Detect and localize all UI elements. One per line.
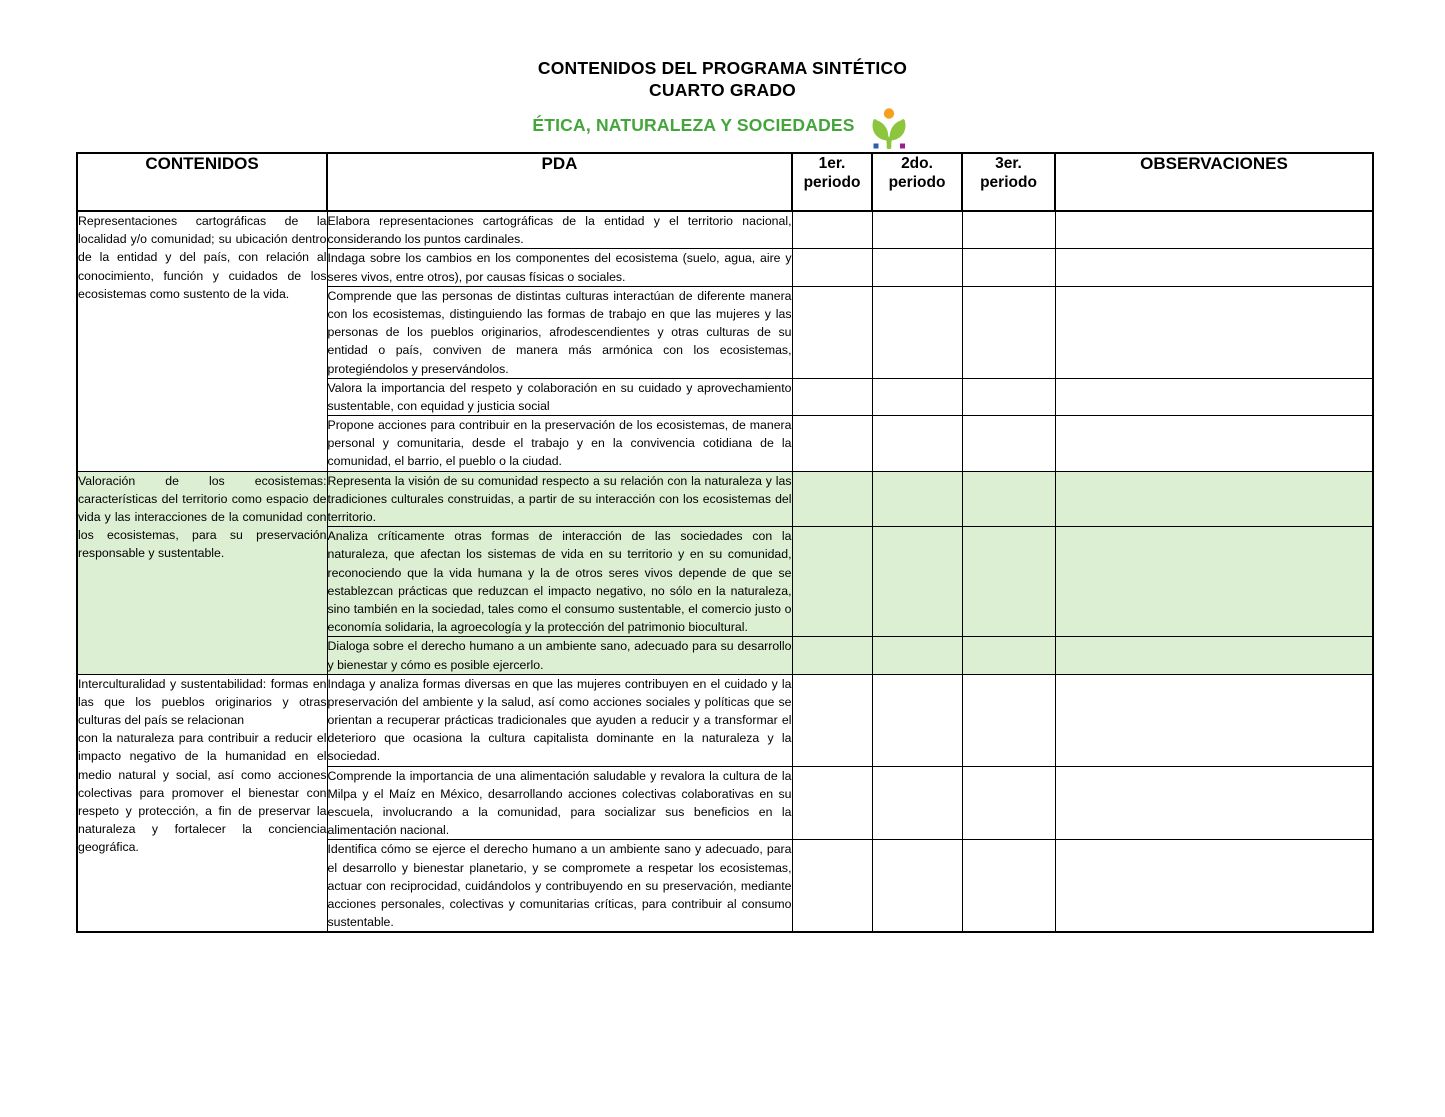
period-cell-periodo-2[interactable] — [872, 286, 962, 378]
observaciones-cell[interactable] — [1055, 840, 1373, 932]
period-cell-periodo-3[interactable] — [962, 471, 1055, 527]
contenido-cell: Interculturalidad y sustentabilidad: formas en las que los pueblos originarios y otras culturas del país se relacionan con la naturaleza para contribuir a reducir el impacto negativo de la humanidad en el medio natural y social, así como acciones colectivas para promover el bienestar con respeto y protección, a fin de preservar la naturaleza y fortalecer la conciencia geográfica. — [77, 674, 327, 932]
table-header-row — [77, 153, 1373, 211]
period-cell-periodo-3[interactable] — [962, 378, 1055, 415]
period-cell-periodo-3[interactable] — [962, 840, 1055, 932]
plant-person-logo-icon — [865, 104, 913, 148]
contenido-cell: Representaciones cartográficas de la localidad y/o comunidad; su ubicación dentro de la entidad y del país, con relación al conocimiento, función y cuidados de los ecosistemas como sustento de la vida. — [77, 211, 327, 471]
period-cell-periodo-1[interactable] — [792, 378, 872, 415]
column-header-periodo-3-bottom: periodo — [980, 174, 1037, 192]
period-cell-periodo-1[interactable] — [792, 211, 872, 249]
period-cell-periodo-2[interactable] — [872, 249, 962, 286]
pda-cell: Propone acciones para contribuir en la preservación de los ecosistemas, de manera personal y comunitaria, desde el trabajo y en la convivencia cotidiana de la comunidad, el barrio, el pueblo o la ciudad. — [327, 416, 792, 472]
period-cell-periodo-1[interactable] — [792, 637, 872, 674]
period-cell-periodo-2[interactable] — [872, 674, 962, 766]
period-cell-periodo-3[interactable] — [962, 674, 1055, 766]
page-title-line-1: CONTENIDOS DEL PROGRAMA SINTÉTICO — [537, 58, 908, 78]
observaciones-cell[interactable] — [1055, 416, 1373, 472]
column-header-periodo-3-top: 3er. — [995, 155, 1022, 172]
contenido-cell: Valoración de los ecosistemas: características del territorio como espacio de vida y las interacciones de la comunidad con los ecosistemas, para su preservación responsable y sustentable. — [77, 471, 327, 674]
period-cell-periodo-2[interactable] — [872, 637, 962, 674]
column-header-periodo-1-top: 1er. — [818, 155, 846, 172]
column-header-periodo-1 — [792, 153, 872, 211]
column-header-contenidos: CONTENIDOS — [77, 153, 327, 211]
column-header-observaciones: OBSERVACIONES — [1055, 153, 1373, 211]
observaciones-cell[interactable] — [1055, 378, 1373, 415]
period-cell-periodo-3[interactable] — [962, 416, 1055, 472]
pda-cell: Dialoga sobre el derecho humano a un ambiente sano, adecuado para su desarrollo y bienestar y cómo es posible ejercerlo. — [327, 637, 792, 674]
page-subtitle-subject: ÉTICA, NATURALEZA Y SOCIEDADES — [532, 114, 855, 135]
period-cell-periodo-1[interactable] — [792, 674, 872, 766]
observaciones-cell[interactable] — [1055, 527, 1373, 637]
page-title-line-2: CUARTO GRADO — [649, 79, 796, 100]
period-cell-periodo-1[interactable] — [792, 527, 872, 637]
contents-table — [76, 152, 1374, 933]
column-header-periodo-2 — [872, 153, 962, 211]
period-cell-periodo-3[interactable] — [962, 249, 1055, 286]
period-cell-periodo-2[interactable] — [872, 840, 962, 932]
observaciones-cell[interactable] — [1055, 471, 1373, 527]
pda-cell: Identifica cómo se ejerce el derecho humano a un ambiente sano y adecuado, para el desarrollo y bienestar planetario, y se compromete a respetar los ecosistemas, actuar con reciprocidad, cuidándolos y contribuyendo en su preservación, mediante acciones personales, colectivas y comunitarias críticas, para contribuir al consumo sustentable. — [327, 840, 792, 932]
subject-title-row — [0, 104, 1445, 148]
period-cell-periodo-1[interactable] — [792, 840, 872, 932]
pda-cell: Elabora representaciones cartográficas de la entidad y el territorio nacional, considerando los puntos cardinales. — [327, 211, 792, 249]
period-cell-periodo-3[interactable] — [962, 766, 1055, 840]
column-header-periodo-2-top: 2do. — [901, 155, 933, 172]
period-cell-periodo-2[interactable] — [872, 378, 962, 415]
period-cell-periodo-2[interactable] — [872, 211, 962, 249]
table-row — [77, 471, 1373, 527]
column-header-periodo-1-bottom: periodo — [803, 174, 861, 192]
period-cell-periodo-2[interactable] — [872, 766, 962, 840]
pda-cell: Indaga y analiza formas diversas en que las mujeres contribuyen en el cuidado y la preservación del ambiente y la salud, así como acciones sociales y políticas que se orientan a recuperar prácticas tradicionales que ayuden a reducir y a transformar el deterioro que ocasiona la cultura capitalista dominante en la naturaleza y la sociedad. — [327, 674, 792, 766]
period-cell-periodo-1[interactable] — [792, 766, 872, 840]
period-cell-periodo-3[interactable] — [962, 637, 1055, 674]
pda-cell: Comprende la importancia de una alimentación saludable y revalora la cultura de la Milpa y el Maíz en México, desarrollando acciones colectivas colaborativas en su escuela, involucrando a la comunidad, para socializar sus beneficios en la alimentación nacional. — [327, 766, 792, 840]
table-body — [77, 211, 1373, 932]
pda-cell: Valora la importancia del respeto y colaboración en su cuidado y aprovechamiento sustentable, con equidad y justicia social — [327, 378, 792, 415]
observaciones-cell[interactable] — [1055, 766, 1373, 840]
observaciones-cell[interactable] — [1055, 637, 1373, 674]
table-row — [77, 211, 1373, 249]
pda-cell: Analiza críticamente otras formas de interacción de las sociedades con la naturaleza, que afectan los sistemas de vida en su territorio y en su comunidad, reconociendo que la vida humana y la de otros seres vivos depende de que se establezcan prácticas que reduzcan el impacto negativo, no sólo en la naturaleza, sino también en la sociedad, tales como el consumo sustentable, el comercio justo o economía solidaria, la agroecología y la protección del patrimonio biocultural. — [327, 527, 792, 637]
period-cell-periodo-1[interactable] — [792, 249, 872, 286]
period-cell-periodo-3[interactable] — [962, 211, 1055, 249]
period-cell-periodo-3[interactable] — [962, 286, 1055, 378]
column-header-periodo-2-bottom: periodo — [888, 174, 946, 192]
period-cell-periodo-2[interactable] — [872, 527, 962, 637]
contents-table-container — [76, 152, 1372, 933]
pda-cell: Comprende que las personas de distintas culturas interactúan de diferente manera con los ecosistemas, distinguiendo las formas de trabajo en que las mujeres y las personas de los pueblos originarios, afrodescendientes y otras culturas de su entidad o país, conviven de manera más armónica con los ecosistemas, protegiéndolos y preservándolos. — [327, 286, 792, 378]
column-header-periodo-3 — [962, 153, 1055, 211]
period-cell-periodo-1[interactable] — [792, 286, 872, 378]
period-cell-periodo-1[interactable] — [792, 416, 872, 472]
period-cell-periodo-2[interactable] — [872, 471, 962, 527]
observaciones-cell[interactable] — [1055, 249, 1373, 286]
column-header-pda: PDA — [327, 153, 792, 211]
table-row — [77, 674, 1373, 766]
observaciones-cell[interactable] — [1055, 286, 1373, 378]
observaciones-cell[interactable] — [1055, 674, 1373, 766]
document-header — [0, 0, 1445, 148]
period-cell-periodo-3[interactable] — [962, 527, 1055, 637]
table-header — [77, 153, 1373, 211]
pda-cell: Representa la visión de su comunidad respecto a su relación con la naturaleza y las tradiciones culturales construidas, a partir de su interacción con los ecosistemas del territorio. — [327, 471, 792, 527]
period-cell-periodo-1[interactable] — [792, 471, 872, 527]
pda-cell: Indaga sobre los cambios en los componentes del ecosistema (suelo, agua, aire y seres vivos, entre otros), por causas físicas o sociales. — [327, 249, 792, 286]
period-cell-periodo-2[interactable] — [872, 416, 962, 472]
observaciones-cell[interactable] — [1055, 211, 1373, 249]
